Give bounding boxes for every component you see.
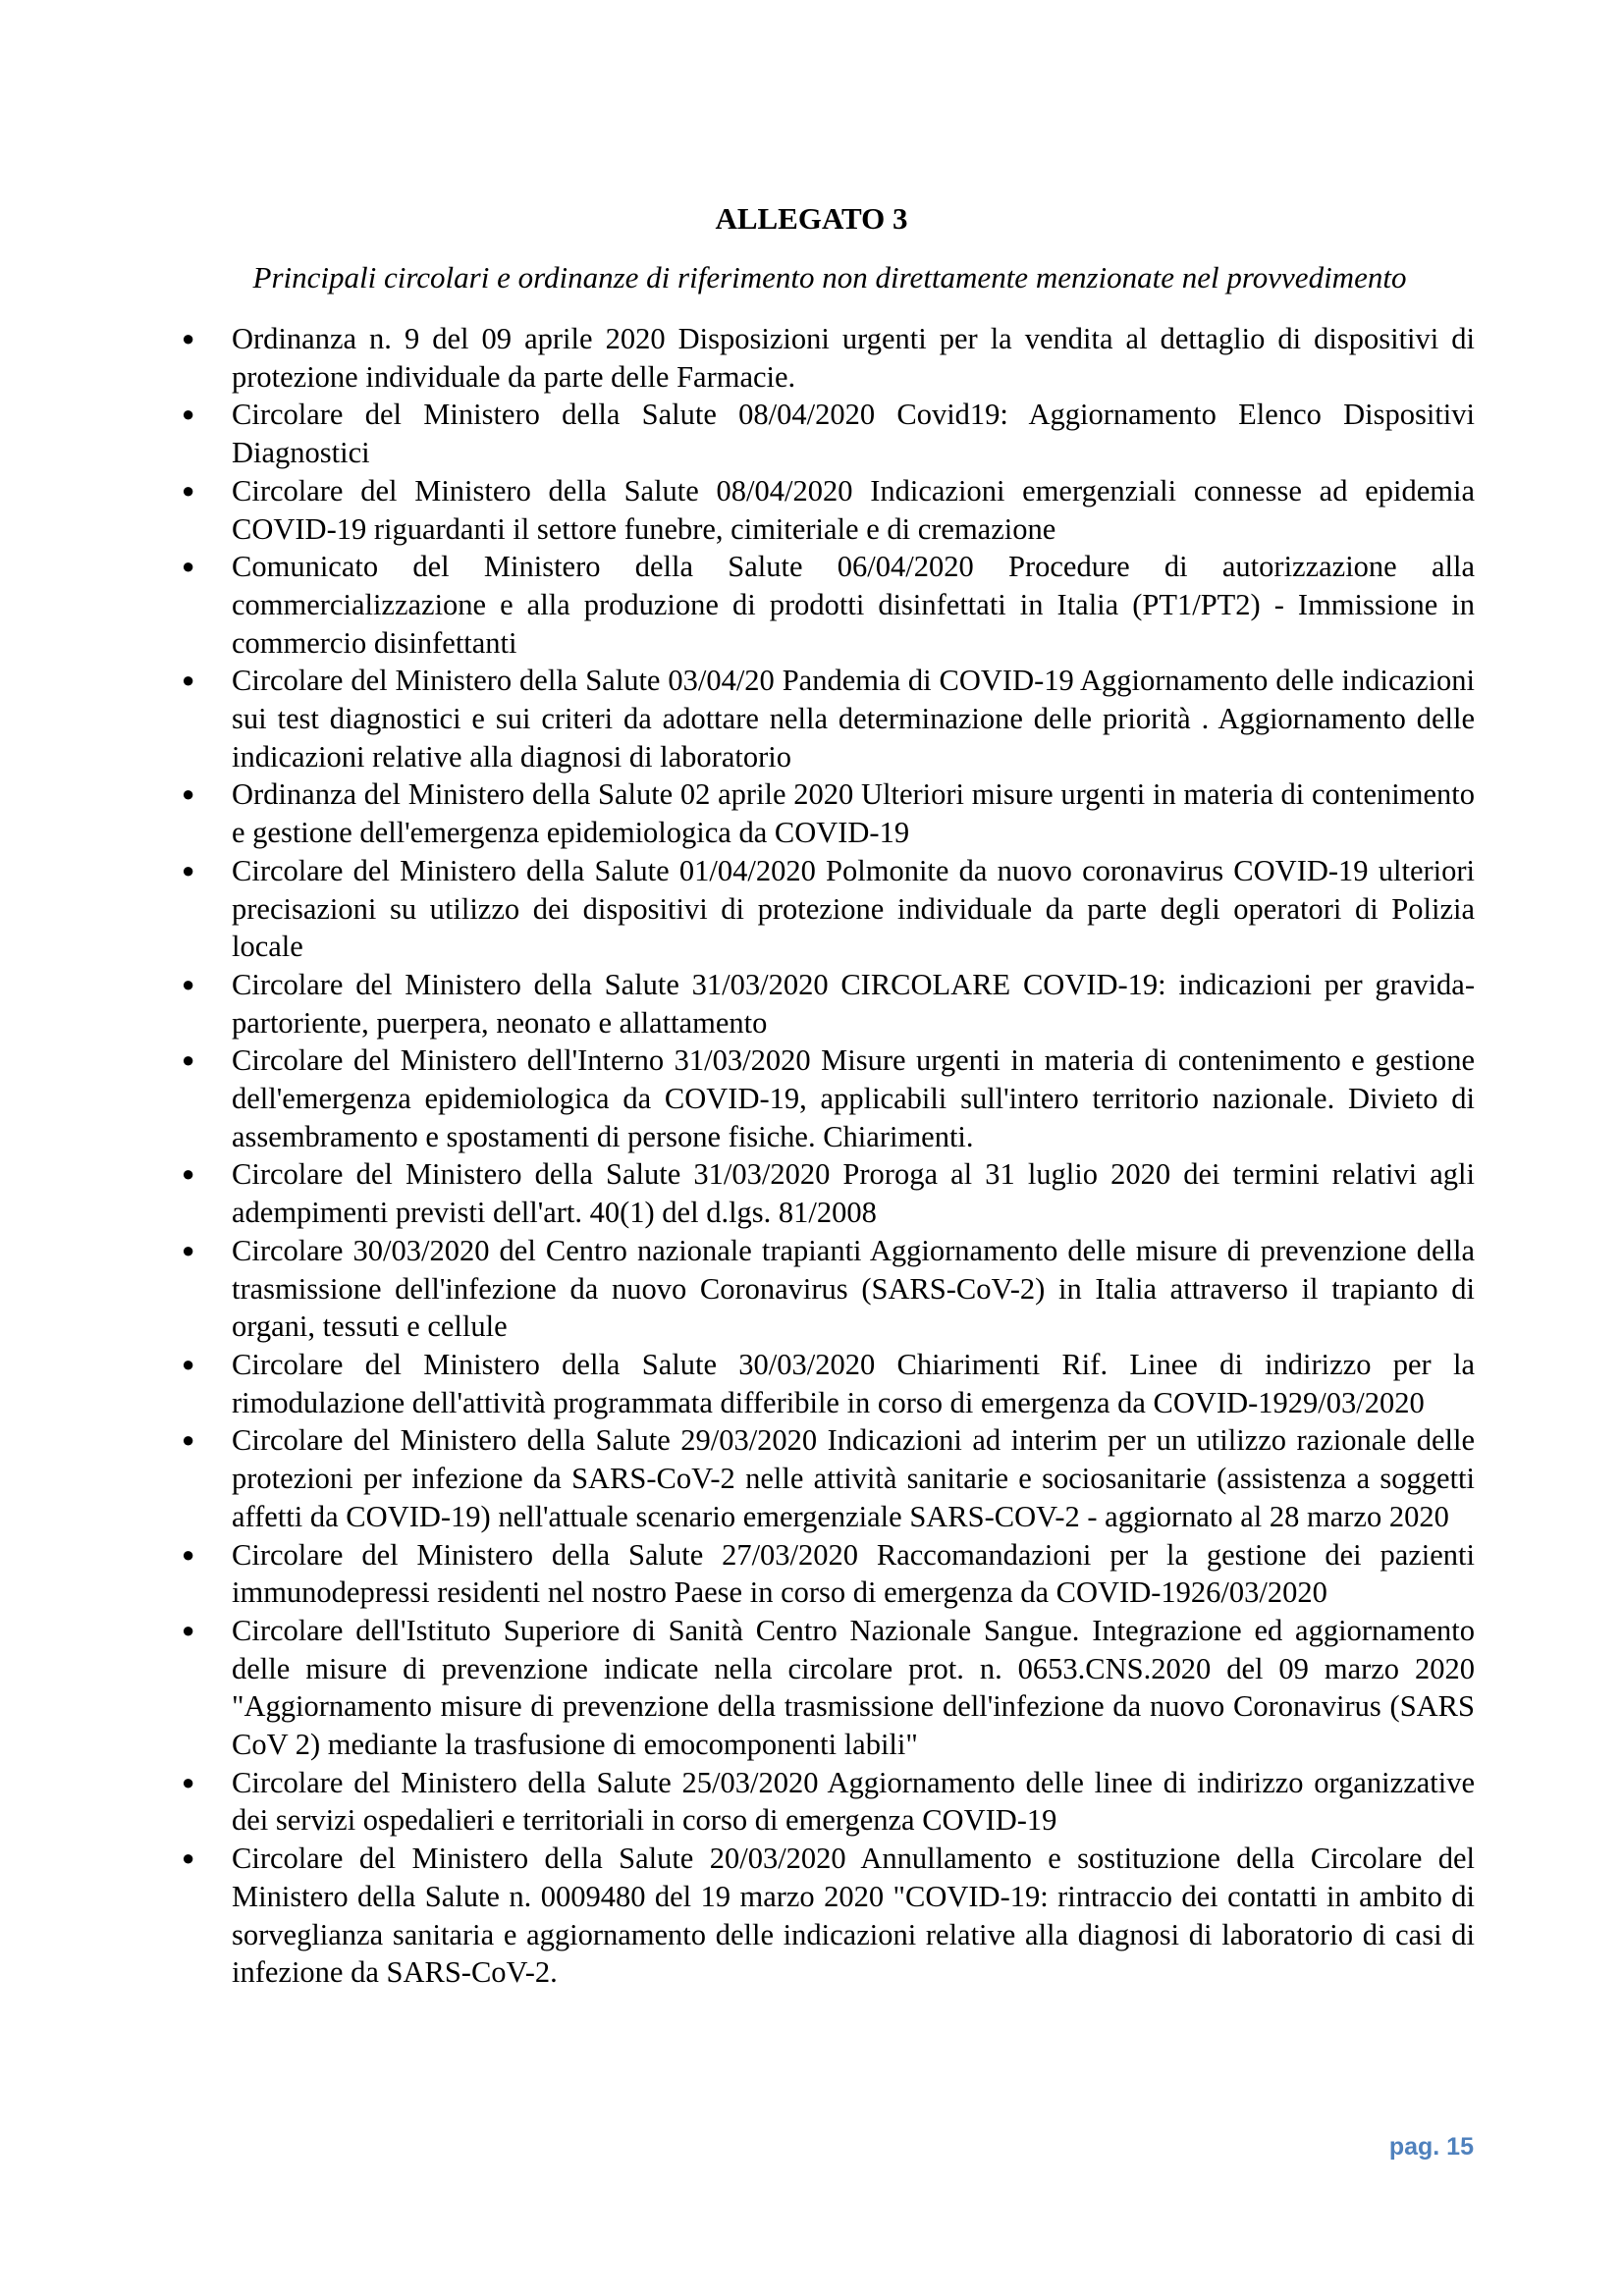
list-item-text: Circolare del Ministero della Salute 08/04/2020 Covid19: Aggiornamento Elenco Dispositivi Diagnostici bbox=[232, 398, 1475, 470]
list-item bbox=[182, 852, 1475, 966]
list-item-text: Circolare del Ministero della Salute 20/03/2020 Annullamento e sostituzione della Circolare del Ministero della Salute n. 0009480 del 19 marzo 2020 "COVID-19: rintraccio dei contatti in ambito di sorveglianza sanitaria e aggiornamento delle indicazioni relative alla diagnosi di laboratorio di casi di infezione da SARS-CoV-2. bbox=[232, 1842, 1475, 1990]
list-item bbox=[182, 548, 1475, 662]
reference-list bbox=[182, 320, 1475, 1992]
bullet-icon: ● bbox=[182, 326, 195, 350]
list-item-text: Circolare 30/03/2020 del Centro nazionale trapianti Aggiornamento delle misure di prevenzione della trasmissione dell'infezione da nuovo Coronavirus (SARS-CoV-2) in Italia attraverso il trapianto di organi, tessuti e cellule bbox=[232, 1233, 1475, 1344]
list-item-text: Circolare del Ministero dell'Interno 31/03/2020 Misure urgenti in materia di contenimento e gestione dell'emergenza epidemiologica da COVID-19, applicabili sull'intero territorio nazionale. Divieto di assembramento e spostamenti di persone fisiche. Chiarimenti. bbox=[232, 1043, 1475, 1153]
bullet-icon: ● bbox=[182, 554, 195, 579]
bullet-icon: ● bbox=[182, 1237, 195, 1262]
list-item bbox=[182, 1764, 1475, 1840]
list-item-text: Circolare del Ministero della Salute 03/04/20 Pandemia di COVID-19 Aggiornamento delle indicazioni sui test diagnostici e sui criteri da adottare nella determinazione delle priorità . Aggiornamento delle indicazioni relative alla diagnosi di laboratorio bbox=[232, 664, 1475, 774]
list-item bbox=[182, 966, 1475, 1041]
bullet-icon: ● bbox=[182, 667, 195, 693]
bullet-icon: ● bbox=[182, 1541, 195, 1567]
list-item bbox=[182, 1536, 1475, 1612]
list-item-text: Circolare del Ministero della Salute 01/04/2020 Polmonite da nuovo coronavirus COVID-19 ulteriori precisazioni su utilizzo dei dispositivi di protezione individuale da parte degli operatori di Polizia locale bbox=[232, 853, 1475, 964]
list-item bbox=[182, 775, 1475, 851]
list-item-text: Circolare del Ministero della Salute 30/03/2020 Chiarimenti Rif. Linee di indirizzo per la rimodulazione dell'attività programmata differibile in corso di emergenza da COVID-1929/03/2020 bbox=[232, 1347, 1475, 1419]
bullet-icon: ● bbox=[182, 1047, 195, 1073]
bullet-icon: ● bbox=[182, 477, 195, 503]
list-item bbox=[182, 1155, 1475, 1231]
list-item bbox=[182, 1232, 1475, 1346]
list-item bbox=[182, 1840, 1475, 1992]
list-item-text: Circolare del Ministero della Salute 25/03/2020 Aggiornamento delle linee di indirizzo organizzative dei servizi ospedalieri e territoriali in corso di emergenza COVID-19 bbox=[232, 1765, 1475, 1838]
bullet-icon: ● bbox=[182, 781, 195, 807]
list-item bbox=[182, 396, 1475, 471]
list-item-text: Circolare del Ministero della Salute 31/03/2020 CIRCOLARE COVID-19: indicazioni per gravida-partoriente, puerpera, neonato e allattamento bbox=[232, 967, 1475, 1040]
list-item-text: Ordinanza n. 9 del 09 aprile 2020 Disposizioni urgenti per la vendita al dettaglio di dispositivi di protezione individuale da parte delle Farmacie. bbox=[232, 322, 1475, 394]
list-item bbox=[182, 320, 1475, 396]
list-item bbox=[182, 1421, 1475, 1535]
list-item-text: Ordinanza del Ministero della Salute 02 aprile 2020 Ulteriori misure urgenti in materia di contenimento e gestione dell'emergenza epidemiologica da COVID-19 bbox=[232, 777, 1475, 850]
list-item-text: Circolare del Ministero della Salute 31/03/2020 Proroga al 31 luglio 2020 dei termini relativi agli adempimenti previsti dell'art. 40(1) del d.lgs. 81/2008 bbox=[232, 1157, 1475, 1230]
bullet-icon: ● bbox=[182, 1351, 195, 1376]
page-subtitle: Principali circolari e ordinanze di riferimento non direttamente menzionate nel provvedimento bbox=[252, 260, 1407, 294]
bullet-icon: ● bbox=[182, 1617, 195, 1642]
bullet-icon: ● bbox=[182, 1161, 195, 1187]
list-item-text: Circolare del Ministero della Salute 08/04/2020 Indicazioni emergenziali connesse ad epidemia COVID-19 riguardanti il settore funebre, cimiteriale e di cremazione bbox=[232, 473, 1475, 546]
list-item bbox=[182, 1612, 1475, 1764]
page-number: pag. 15 bbox=[1388, 2133, 1474, 2161]
bullet-icon: ● bbox=[182, 1769, 195, 1794]
list-item-text: Circolare del Ministero della Salute 27/03/2020 Raccomandazioni per la gestione dei pazienti immunodepressi residenti nel nostro Paese in corso di emergenza da COVID-1926/03/2020 bbox=[232, 1537, 1475, 1610]
bullet-icon: ● bbox=[182, 971, 195, 996]
list-item bbox=[182, 1346, 1475, 1421]
page-title: ALLEGATO 3 bbox=[715, 201, 908, 236]
list-item bbox=[182, 662, 1475, 775]
list-item-text: Circolare del Ministero della Salute 29/03/2020 Indicazioni ad interim per un utilizzo razionale delle protezioni per infezione da SARS-CoV-2 nelle attività sanitarie e sociosanitarie (assistenza a soggetti affetti da COVID-19) nell'attuale scenario emergenziale SARS-COV-2 - aggiornato al 28 marzo 2020 bbox=[232, 1423, 1475, 1533]
bullet-icon: ● bbox=[182, 1845, 195, 1871]
bullet-icon: ● bbox=[182, 857, 195, 882]
list-item-text: Comunicato del Ministero della Salute 06/04/2020 Procedure di autorizzazione alla commercializzazione e alla produzione di prodotti disinfettati in Italia (PT1/PT2) - Immissione in commercio disinfettanti bbox=[232, 550, 1475, 660]
bullet-icon: ● bbox=[182, 401, 195, 427]
list-item bbox=[182, 472, 1475, 548]
list-item bbox=[182, 1041, 1475, 1155]
bullet-icon: ● bbox=[182, 1427, 195, 1453]
list-item-text: Circolare dell'Istituto Superiore di Sanità Centro Nazionale Sangue. Integrazione ed aggiornamento delle misure di prevenzione indicate nella circolare prot. n. 0653.CNS.2020 del 09 marzo 2020 "Aggiornamento misure di prevenzione della trasmissione dell'infezione da nuovo Coronavirus (SARS CoV 2) mediante la trasfusione di emocomponenti labili" bbox=[232, 1613, 1475, 1762]
